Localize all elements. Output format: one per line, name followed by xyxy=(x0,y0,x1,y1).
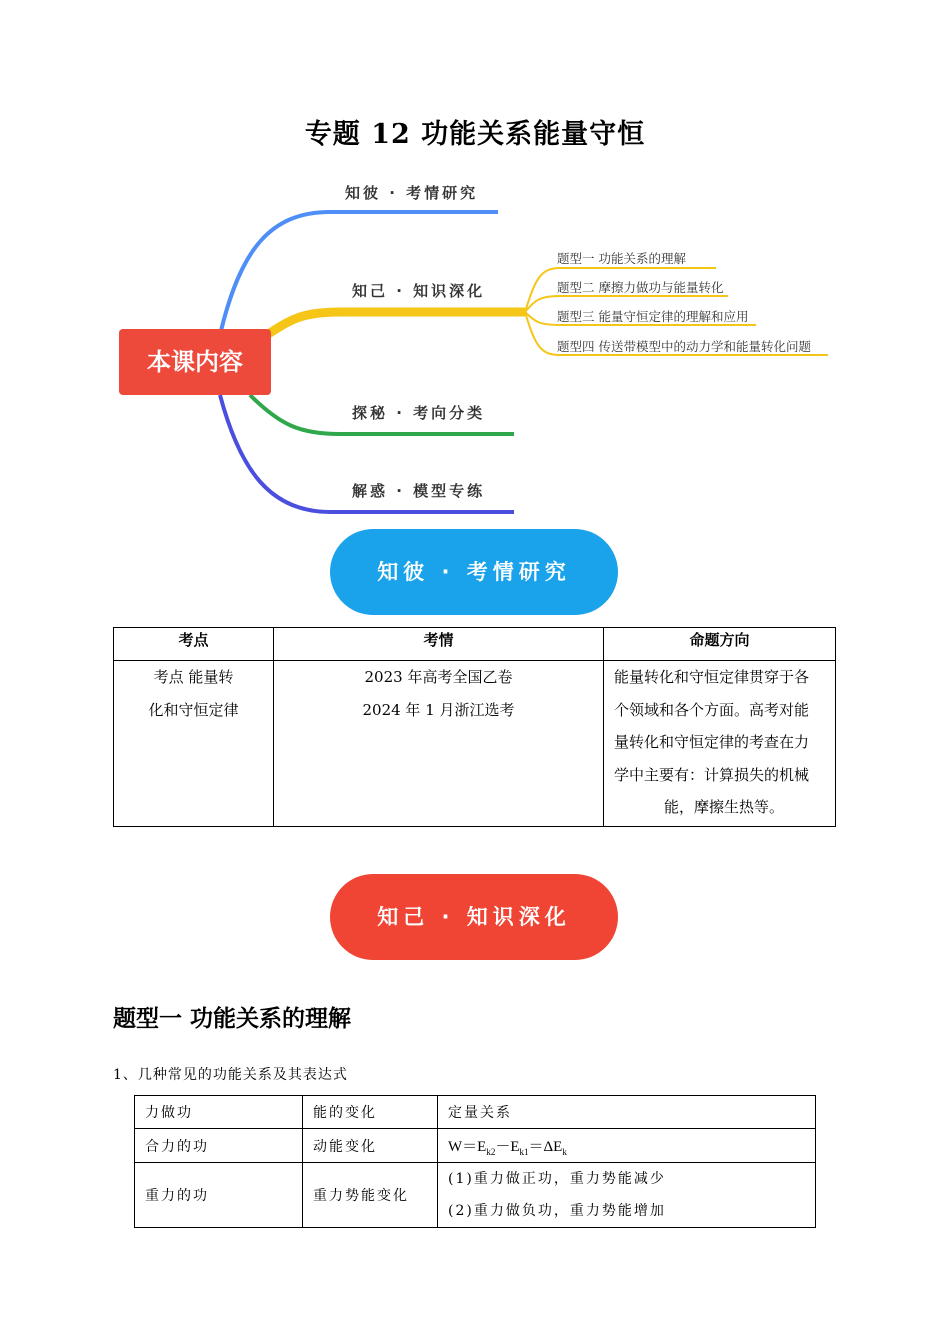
paragraph: 1、几种常见的功能关系及其表达式 xyxy=(113,1067,348,1083)
function-relation-table xyxy=(134,1095,816,1228)
section-heading: 题型一 功能关系的理解 xyxy=(113,1006,352,1032)
cell-line: 2023 年高考全国乙卷 xyxy=(364,668,513,686)
branch-line-2 xyxy=(262,312,525,338)
branch-label-2: 知己 · 知识深化 xyxy=(352,282,486,300)
sub-item-1: 题型一 功能关系的理解 xyxy=(557,251,686,266)
table-header: 考点 xyxy=(114,628,274,661)
table-cell xyxy=(274,661,604,827)
formula-part: ＝ΔE xyxy=(528,1138,563,1155)
table-cell: 合力的功 xyxy=(135,1129,303,1163)
branch-label-4: 解惑 · 模型专练 xyxy=(352,482,486,500)
table-cell: 重力的功 xyxy=(135,1163,303,1228)
table-header: 能的变化 xyxy=(303,1096,438,1129)
cell-line: 考点 能量转 xyxy=(153,668,234,686)
table-cell: 动能变化 xyxy=(303,1129,438,1163)
branch-label-1: 知彼 · 考情研究 xyxy=(345,184,479,202)
formula-part: W＝E xyxy=(448,1138,487,1155)
table-header: 定量关系 xyxy=(438,1096,816,1129)
formula-sub: k xyxy=(562,1146,567,1157)
table-header: 考情 xyxy=(274,628,604,661)
cell-line: 量转化和守恒定律的考查在力 xyxy=(614,733,810,751)
sub-item-2: 题型二 摩擦力做功与能量转化 xyxy=(557,280,724,295)
formula-part: －E xyxy=(495,1138,520,1155)
branch-label-3: 探秘 · 考向分类 xyxy=(352,404,486,422)
cell-line: (2)重力做负功，重力势能增加 xyxy=(448,1203,666,1219)
table-cell: 重力势能变化 xyxy=(303,1163,438,1228)
cell-line: 能量转化和守恒定律贯穿于各 xyxy=(614,668,810,686)
table-header: 命题方向 xyxy=(604,628,836,661)
mind-map-center: 本课内容 xyxy=(119,329,271,395)
branch-line-1 xyxy=(220,212,498,335)
table-cell xyxy=(438,1163,816,1228)
cell-line: 学中主要有：计算损失的机械 xyxy=(614,765,810,784)
cell-line: 2024 年 1 月浙江选考 xyxy=(362,700,515,719)
exam-analysis-table xyxy=(113,627,836,827)
table-cell xyxy=(114,661,274,827)
table-cell xyxy=(604,661,836,827)
cell-line: 化和守恒定律 xyxy=(148,700,239,719)
formula-sub: k1 xyxy=(519,1146,529,1157)
page-title: 专题 12 功能关系能量守恒 xyxy=(304,119,646,150)
table-header: 力做功 xyxy=(135,1096,303,1129)
formula-sub: k2 xyxy=(486,1146,496,1157)
cell-line: 能，摩擦生热等。 xyxy=(663,798,784,816)
section-pill-zhiji: 知己 · 知识深化 xyxy=(330,874,618,960)
cell-line: 个领域和各个方面。高考对能 xyxy=(614,700,810,719)
cell-line: (1)重力做正功，重力势能减少 xyxy=(448,1171,666,1187)
section-pill-zhibi: 知彼 · 考情研究 xyxy=(330,529,618,615)
sub-item-4: 题型四 传送带模型中的动力学和能量转化问题 xyxy=(557,339,811,354)
sub-item-3: 题型三 能量守恒定律的理解和应用 xyxy=(557,309,749,324)
formula-cell xyxy=(438,1129,816,1163)
